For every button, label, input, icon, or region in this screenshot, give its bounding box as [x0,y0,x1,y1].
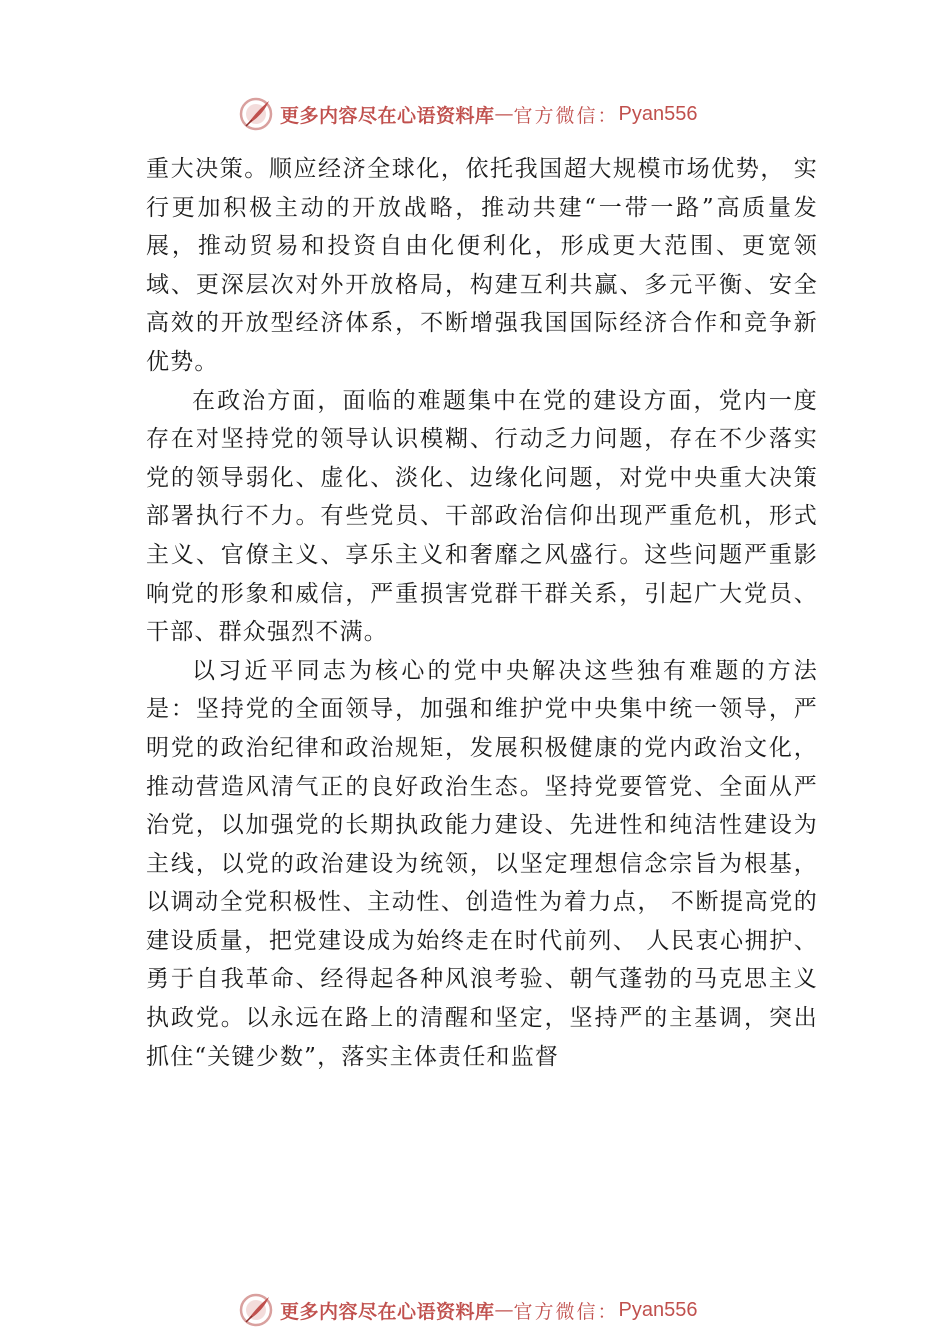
footer-banner-dash: — [494,1299,514,1321]
paragraph-2: 在政治方面，面临的难题集中在党的建设方面，党内一度存在对坚持党的领导认识模糊、行动乏力问题，存在不少落实党的领导弱化、虚化、淡化、边缘化问题，对党中央重大决策部署执行不力。有些党员、干部政治信仰出现严重危机，形式主义、官僚主义、享乐主义和奢靡之风盛行。这些问题严重影响党的形象和威信，严重损害党群干群关系，引起广大党员、干部、群众强烈不满。 [146,387,818,646]
footer-wechat-label: 官方微信： [513,1300,619,1323]
paragraph-1: 重大决策。顺应经济全球化，依托我国超大规模市场优势， 实行更加积极主动的开放战略，推动共建“一带一路”高质量发展，推动贸易和投资自由化便利化，形成更大范围、更宽领域、更深层次对外开放格局，构建互利共赢、多元平衡、安全高效的开放型经济体系，不断增强我国国际经济合作和竞争新优势。 [146,156,818,375]
quill-pen-logo-icon [238,1292,274,1328]
footer-banner [238,1290,698,1330]
header-banner [238,94,698,134]
quill-pen-logo-icon [238,96,274,132]
header-banner-dash: — [494,103,514,125]
footer-wechat-id: Pyan556 [618,1298,698,1321]
document-body [146,150,818,1076]
header-wechat-label: 官方微信： [513,104,619,127]
paragraph-3: 以习近平同志为核心的党中央解决这些独有难题的方法是：坚持党的全面领导，加强和维护党中央集中统一领导，严明党的政治纪律和政治规矩，发展积极健康的党内政治文化，推动营造风清气正的良好政治生态。坚持党要管党、全面从严治党，以加强党的长期执政能力建设、先进性和纯洁性建设为主线，以党的政治建设为统领，以坚定理想信念宗旨为根基，以调动全党积极性、主动性、创造性为着力点， 不断提高党的建设质量，把党建设成为始终走在时代前列、 人民衷心拥护、勇于自我革命、经得起各种风浪考验、朝气蓬勃的马克思主义执政党。以永远在路上的清醒和坚定，坚持严的主基调，突出抓住“关键少数”，落实主体责任和监督 [146,657,818,1070]
footer-banner-title: 更多内容尽在心语资料库 [280,1300,495,1323]
header-banner-title: 更多内容尽在心语资料库 [280,104,495,127]
header-wechat-id: Pyan556 [618,102,698,125]
